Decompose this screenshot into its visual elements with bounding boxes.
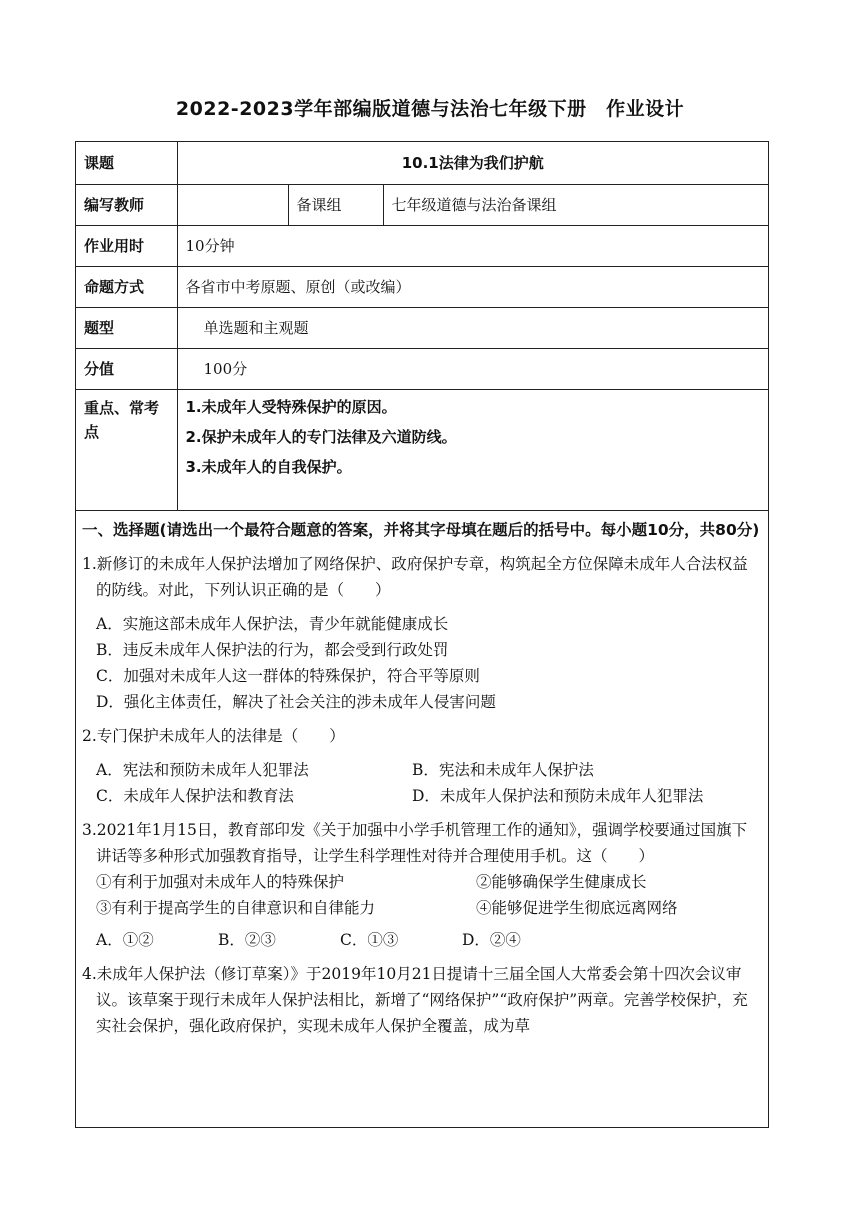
info-table xyxy=(76,142,768,511)
option-c: C．未成年人保护法和教育法 xyxy=(96,786,294,805)
method-row xyxy=(76,266,768,307)
option-a: A．①② xyxy=(96,930,154,949)
time-label: 作业用时 xyxy=(76,225,177,266)
statement-2: ②能够确保学生健康成长 xyxy=(476,872,647,891)
option-c: C．①③ xyxy=(340,930,399,949)
page-title: 2022-2023学年部编版道德与法治七年级下册 作业设计 xyxy=(175,98,685,120)
topic-row xyxy=(76,142,768,184)
score-label: 分值 xyxy=(76,348,177,389)
time-row xyxy=(76,225,768,266)
group-label: 备课组 xyxy=(288,184,383,225)
type-value: 单选题和主观题 xyxy=(177,307,768,348)
question-3 xyxy=(82,817,760,953)
type-row xyxy=(76,307,768,348)
time-value: 10分钟 xyxy=(177,225,768,266)
questions-section xyxy=(76,511,768,1039)
option-b: B．②③ xyxy=(218,930,276,949)
option-c: C．加强对未成年人这一群体的特殊保护，符合平等原则 xyxy=(96,666,480,685)
method-value: 各省市中考原题、原创（或改编） xyxy=(177,266,768,307)
statement-grid xyxy=(82,869,760,921)
question-stem: 2.专门保护未成年人的法律是（ ） xyxy=(82,726,345,745)
score-row xyxy=(76,348,768,389)
option-d: D．②④ xyxy=(462,930,521,949)
statement-4: ④能够促进学生彻底远离网络 xyxy=(476,898,678,917)
key-point: 3.未成年人的自我保护。 xyxy=(185,457,352,476)
key-points-cell xyxy=(177,389,768,510)
option-a: A．实施这部未成年人保护法，青少年就能健康成长 xyxy=(96,614,449,633)
option-d: D．未成年人保护法和预防未成年人犯罪法 xyxy=(412,786,704,805)
score-value: 100分 xyxy=(177,348,768,389)
topic-label: 课题 xyxy=(76,142,177,184)
option-b: B．宪法和未成年人保护法 xyxy=(412,760,594,779)
option-b: B．违反未成年人保护法的行为，都会受到行政处罚 xyxy=(96,640,449,659)
question-1 xyxy=(82,551,760,715)
worksheet-frame xyxy=(75,141,769,1128)
topic-value: 10.1法律为我们护航 xyxy=(177,142,768,184)
type-label: 题型 xyxy=(76,307,177,348)
option-list xyxy=(82,611,760,715)
key-point: 1.未成年人受特殊保护的原因。 xyxy=(185,397,397,416)
statement-1: ①有利于加强对未成年人的特殊保护 xyxy=(96,872,345,891)
author-value xyxy=(177,184,288,225)
option-row xyxy=(82,927,760,953)
author-label: 编写教师 xyxy=(76,184,177,225)
key-points-label: 重点、常考点 xyxy=(76,389,177,510)
group-value: 七年级道德与法治备课组 xyxy=(383,184,768,225)
option-a: A．宪法和预防未成年人犯罪法 xyxy=(96,760,309,779)
key-point: 2.保护未成年人的专门法律及六道防线。 xyxy=(185,427,457,446)
question-stem: 3.2021年1月15日，教育部印发《关于加强中小学手机管理工作的通知》，强调学校要通过国旗下讲话等多种形式加强教育指导，让学生科学理性对待并合理使用手机。这（ ） xyxy=(82,820,748,865)
option-grid xyxy=(82,757,760,809)
statement-3: ③有利于提高学生的自律意识和自律能力 xyxy=(96,898,376,917)
option-d: D．强化主体责任，解决了社会关注的涉未成年人侵害问题 xyxy=(96,692,496,711)
section-heading: 一、选择题(请选出一个最符合题意的答案，并将其字母填在题后的括号中。每小题10分，共80分) xyxy=(82,520,760,539)
question-4 xyxy=(82,961,760,1039)
method-label: 命题方式 xyxy=(76,266,177,307)
question-stem: 4.未成年人保护法（修订草案）》于2019年10月21日提请十三届全国人大常委会第十四次会议审议。该草案于现行未成年人保护法相比，新增了“网络保护”“政府保护”两章。完善学校保护，充实社会保护，强化政府保护，实现未成年人保护全覆盖，成为草 xyxy=(82,964,748,1035)
author-row xyxy=(76,184,768,225)
question-stem: 1.新修订的未成年人保护法增加了网络保护、政府保护专章，构筑起全方位保障未成年人合法权益的防线。对此，下列认识正确的是（ ） xyxy=(82,554,748,599)
key-points-row xyxy=(76,389,768,510)
question-2 xyxy=(82,723,760,809)
